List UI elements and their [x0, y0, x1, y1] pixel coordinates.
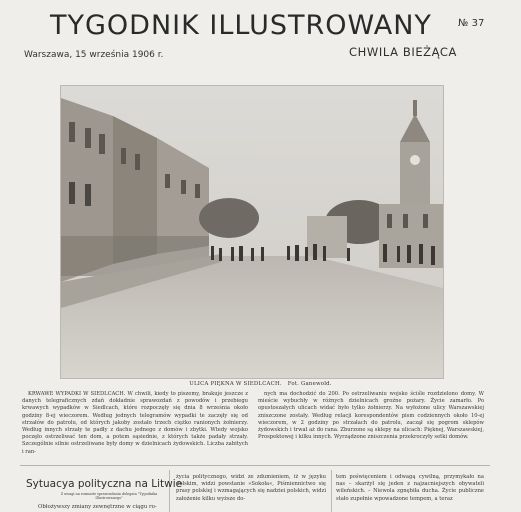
column-divider: [169, 470, 170, 512]
street-photograph-image: [61, 86, 443, 378]
street-photograph: [60, 85, 444, 379]
article-text-right: nych ma dochodzić do 200. Po ostrzeliwaniu wojsko ściśle rozdzielono domy. W mieście wybuchły w różnych dzielnicach groźne pożary. Życie zamarło. Po opustoszałych ulicach widać było tylko żołnierzy. Na wyłożone ulicy Warszawskiej zniszczone zostały. Według relacji korespondentów pism codziennych około 10-ej wieczorem, w 2 godziny po strzałach do patrolu, zaczął się pogrom sklepów żydowskich i trwał aż do rana. Zburzone są sklepy na ulicach: Pięknej, Warszawskiej, Prospektowej i kilku innych. Wyrządzone zniszczenia przekroczyły setki domów.: [258, 391, 484, 441]
section-title: CHWILA BIEŻĄCA: [349, 45, 458, 59]
caption-text: ULICA PIĘKNA W SIEDLCACH.: [189, 381, 282, 387]
article-column-middle: [176, 474, 326, 503]
issue-number: № 37: [458, 18, 485, 29]
article-subtitle: Z uwagi na rozmaite sprawozdania delegata "Tygodnika Illustrowanego": [60, 492, 158, 500]
article-column-left: [22, 391, 248, 456]
article-text-middle: życia politycznego, widzi ze zdumieniem, iż w języku polskim, widzi powstanie »Sokoła«, Piśmiennictwo się prasy polskiej i wzmagających się nadziei polskich, widzi założenie kilku wyższe do-: [176, 474, 326, 502]
section-divider: [20, 465, 490, 466]
masthead-title: TYGODNIK ILLUSTROWANY: [50, 10, 432, 41]
column-divider: [331, 470, 332, 512]
article-column-right: [258, 391, 484, 441]
photo-caption: [0, 381, 521, 387]
dateline: Warszawa, 15 września 1906 r.: [24, 50, 164, 60]
article-text-left: KRWAWE WYPADKI W SIEDLCACH. W chwili, kiedy to piszemy, brakuje jeszcze z danych telegraficznych zdań dokładnie sprawozdań z powodów i przebiegu krwawych wypadków w Siedlcach, które rozpoczęły się dnia 8 września około godziny 8-ej wieczorem. Według jednych telegramów wypadki te zaczęły się od strzałów do patrolu, od których jakoby zostało trzech ciężko ranionych żołnierzy. Według innych strzały te padły z dachu jednego z domów i zbytki. Wtedy wojsko poczęło ostrzeliwać ten dom, a potem sąsiednie, z których także padały strzały. Szczególnie silnie ostrzeliwane były domy w dzielnicach żydowskich. Liczba zabitych i ran-: [22, 391, 248, 455]
article-text-far-right: tem poświęceniem i odwagą cywilną, przymykało na nas – skarżył się jeden z najzacniejszych obywateli wileńskich. – Niewola zgnębiła ducha. Życie publiczne stało zupełnie wpowadzone tempem, a teraz: [336, 474, 484, 502]
photo-credit: Fot. Ganewold.: [287, 381, 332, 387]
article-column-far-right: [336, 474, 484, 503]
article-opening-line: Obłożywszy zmiany zewnętrzne w ciągu ro-: [38, 504, 157, 510]
article-title: Sytuacya polityczna na Litwie: [26, 478, 183, 490]
